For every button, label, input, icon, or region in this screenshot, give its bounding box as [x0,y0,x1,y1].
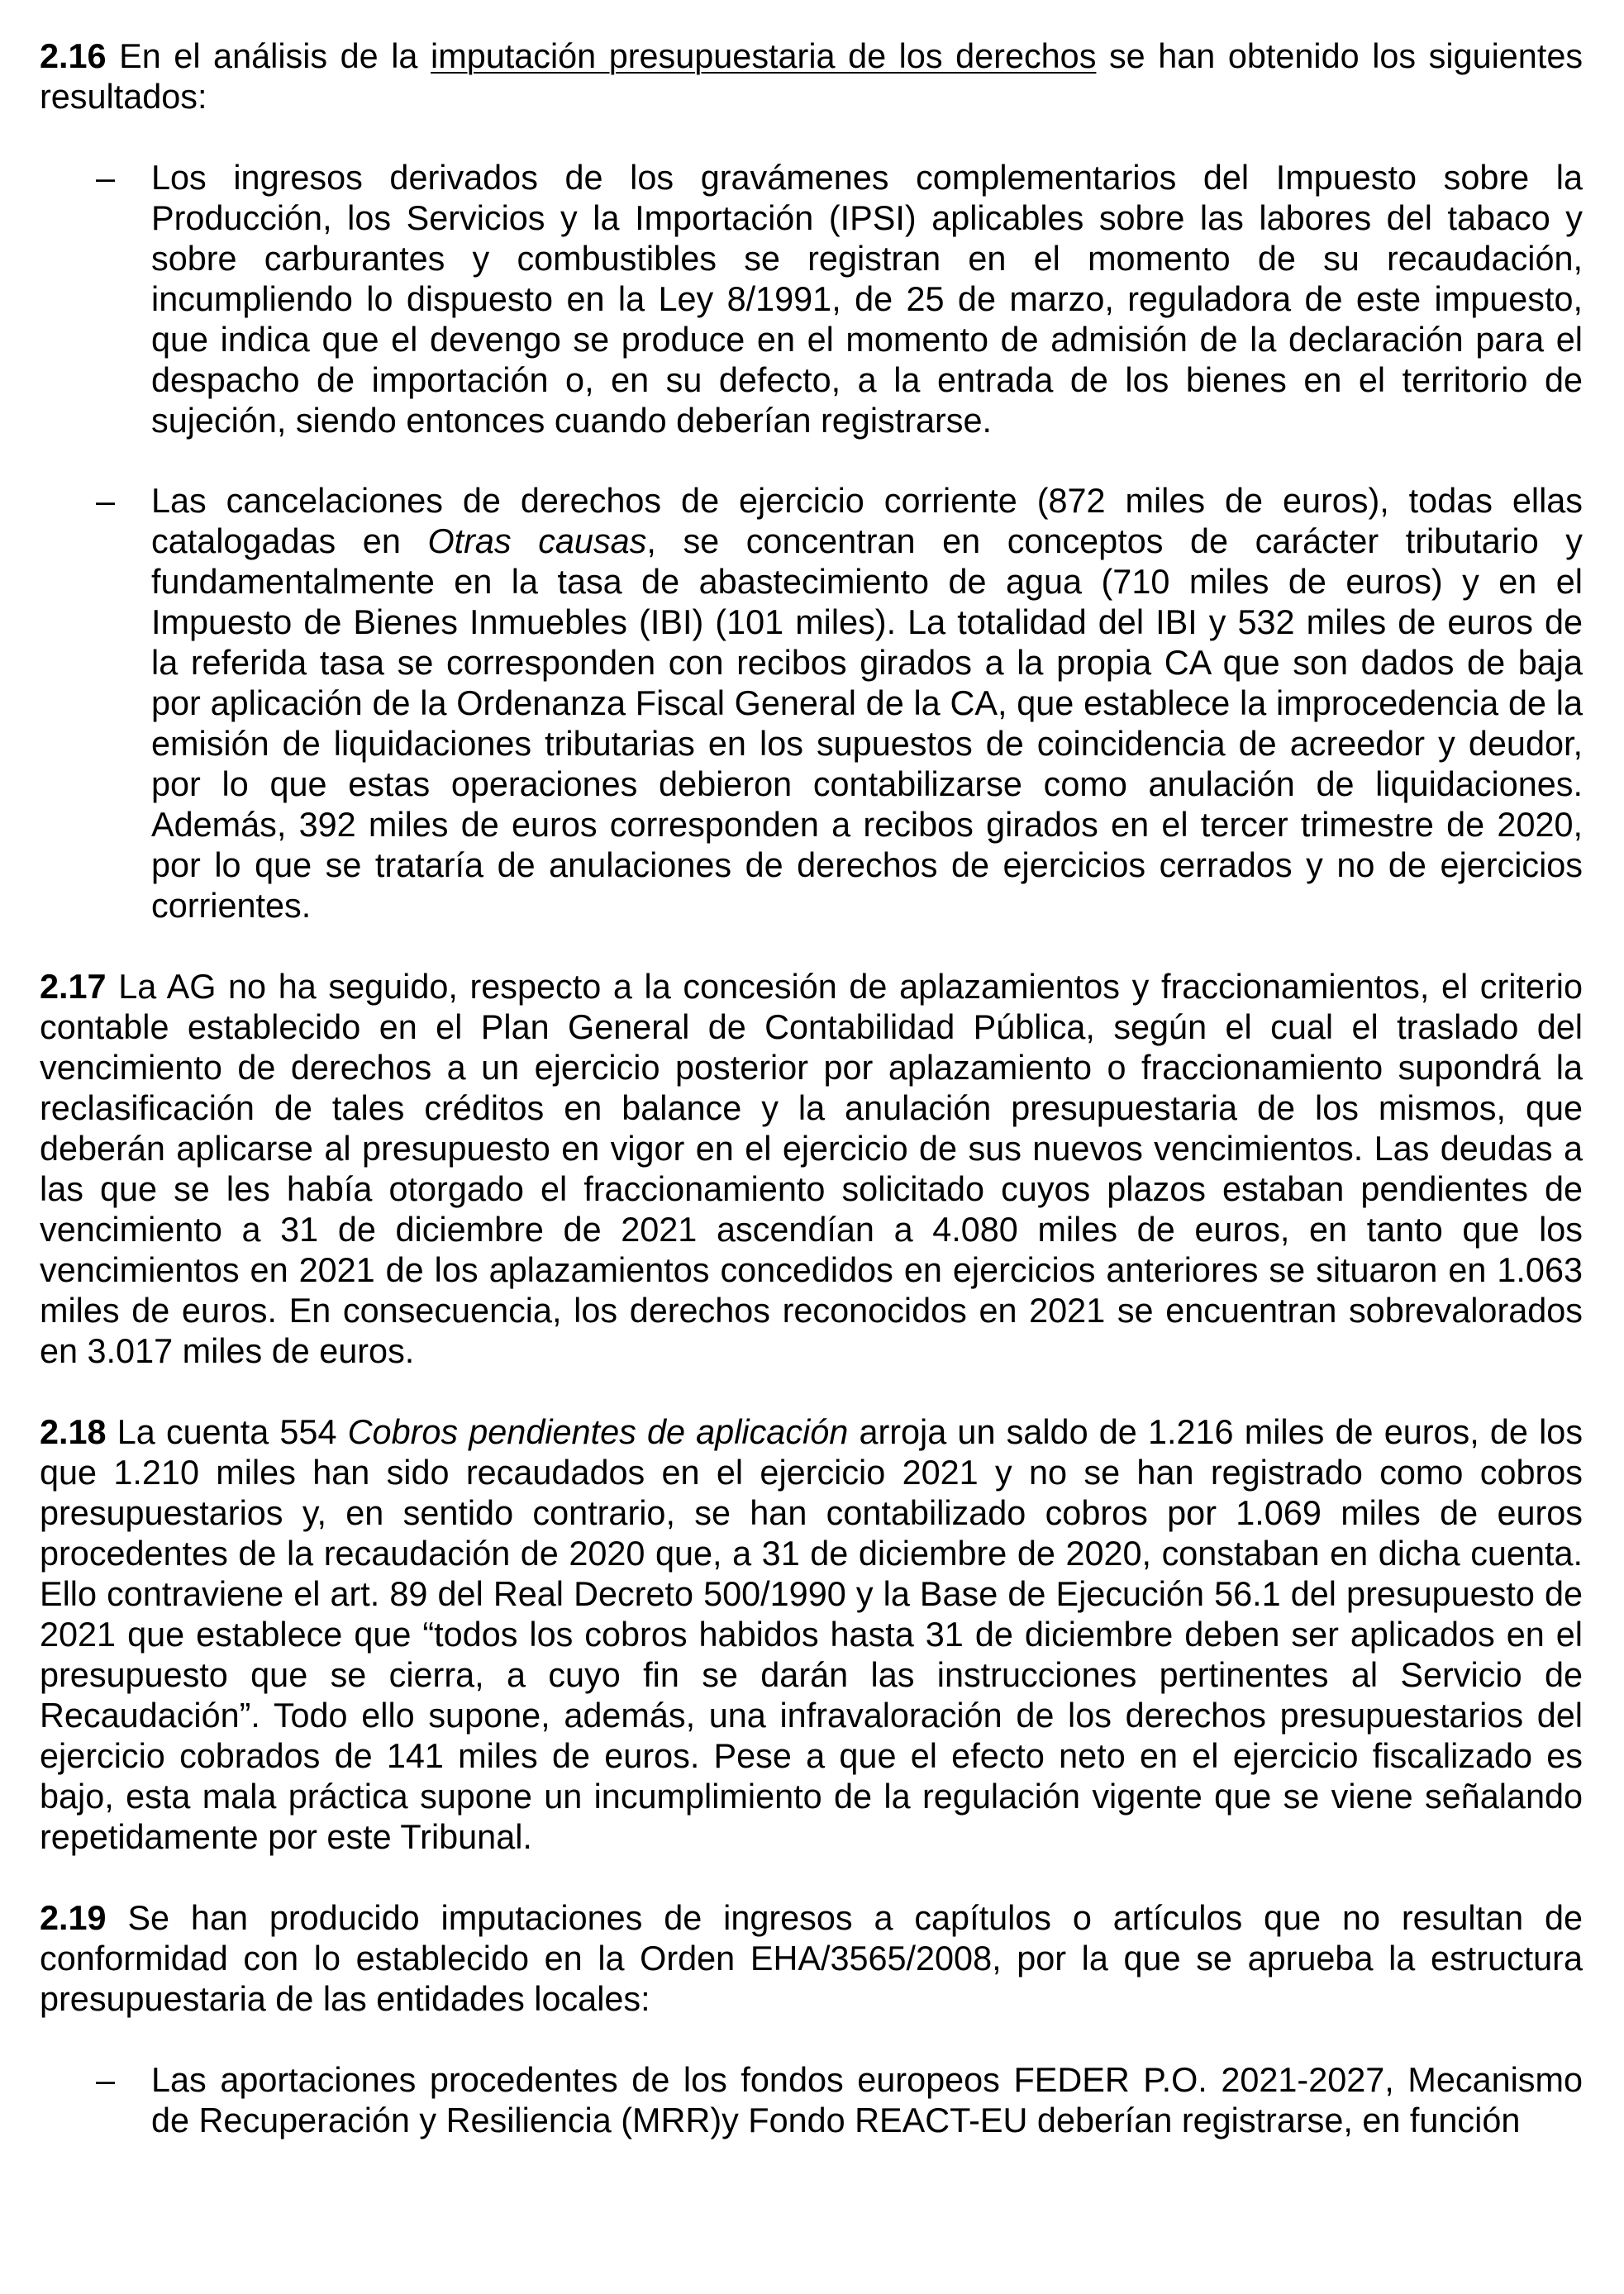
dash-bullet-icon: – [96,482,116,520]
bullet-item [40,158,1583,441]
italic-text: Cobros pendientes de aplicación [347,1413,849,1451]
paragraph-number: 2.17 [40,968,107,1006]
paragraph-number: 2.18 [40,1413,107,1451]
paragraph-number: 2.19 [40,1899,107,1937]
bullet-text: , se concentran en conceptos de carácter tributario y fundamentalmente en la tasa de abastecimiento de agua (710 miles de euros) y en el Impuesto de Bienes Inmuebles (IBI) (101 miles). La totalidad del IBI y 532 miles de euros de la referida tasa se corresponden con recibos girados a la propia CA que son dados de baja por aplicación de la Ordenanza Fiscal General de la CA, que establece la improcedencia de la emisión de liquidaciones tributarias en los supuestos de coincidencia de acreedor y deudor, por lo que estas operaciones debieron contabilizarse como anulación de liquidaciones. Además, 392 miles de euros corresponden a recibos girados en el tercer trimestre de 2020, por lo que se trataría de anulaciones de derechos de ejercicios cerrados y no de ejercicios corrientes. [151,522,1584,925]
bullet-text: Las cancelaciones de derechos de ejercicio corriente (872 miles de euros), todas ellas catalogadas en [151,482,1583,560]
paragraph-2-16 [40,36,1583,117]
dash-bullet-icon: – [96,2061,116,2099]
bullet-item [40,481,1583,926]
bullet-item [40,2060,1583,2141]
paragraph-2-18 [40,1412,1583,1858]
dash-bullet-icon: – [96,159,116,197]
document-page [40,36,1583,2141]
italic-text: Otras causas [427,522,647,560]
paragraph-text: arroja un saldo de 1.216 miles de euros, de los que 1.210 miles han sido recaudados en el ejercicio 2021 y no se han registrado como cobros presupuestarios y, en sentido contrario, se han contabilizado cobros por 1.069 miles de euros procedentes de la recaudación de 2020 que, a 31 de diciembre de 2020, constaban en dicha cuenta. Ello contraviene el art. 89 del Real Decreto 500/1990 y la Base de Ejecución 56.1 del presupuesto de 2021 que establece que “todos los cobros habidos hasta 31 de diciembre deben ser aplicados en el presupuesto que se cierra, a cuyo fin se darán las instrucciones pertinentes al Servicio de Recaudación”. Todo ello supone, además, una infravaloración de los derechos presupuestarios del ejercicio cobrados de 141 miles de euros. Pese a que el efecto neto en el ejercicio fiscalizado es bajo, esta mala práctica supone un incumplimiento de la regulación vigente que se viene señalando repetidamente por este Tribunal. [40,1413,1584,1856]
paragraph-text: se han obtenido los siguientes resultados: [40,37,1584,116]
paragraph-text: La AG no ha seguido, respecto a la concesión de aplazamientos y fraccionamientos, el criterio contable establecido en el Plan General de Contabilidad Pública, según el cual el traslado del vencimiento de derechos a un ejercicio posterior por aplazamiento o fraccionamiento supondrá la reclasificación de tales créditos en balance y la anulación presupuestaria de los mismos, que deberán aplicarse al presupuesto en vigor en el ejercicio de sus nuevos vencimientos. Las deudas a las que se les había otorgado el fraccionamiento solicitado cuyos plazos estaban pendientes de vencimiento a 31 de diciembre de 2021 ascendían a 4.080 miles de euros, en tanto que los vencimientos en 2021 de los aplazamientos concedidos en ejercicios anteriores se situaron en 1.063 miles de euros. En consecuencia, los derechos reconocidos en 2021 se encuentran sobrevalorados en 3.017 miles de euros. [40,968,1583,1370]
paragraph-number: 2.16 [40,37,107,75]
paragraph-2-17 [40,967,1583,1372]
paragraph-text: La cuenta 554 [117,1413,337,1451]
paragraph-text: Se han producido imputaciones de ingresos a capítulos o artículos que no resultan de conformidad con lo establecido en la Orden EHA/3565/2008, por la que se aprueba la estructura presupuestaria de las entidades locales: [40,1899,1584,2018]
bullet-text: Las aportaciones procedentes de los fondos europeos FEDER P.O. 2021-2027, Mecanismo de Recuperación y Resiliencia (MRR)y Fondo REACT-EU deberían registrarse, en función [151,2061,1583,2139]
paragraph-2-19 [40,1898,1583,2020]
bullet-text: Los ingresos derivados de los gravámenes complementarios del Impuesto sobre la Producción, los Servicios y la Importación (IPSI) aplicables sobre las labores del tabaco y sobre carburantes y combustibles se registran en el momento de su recaudación, incumpliendo lo dispuesto en la Ley 8/1991, de 25 de marzo, reguladora de este impuesto, que indica que el devengo se produce en el momento de admisión de la declaración para el despacho de importación o, en su defecto, a la entrada de los bienes en el territorio de sujeción, siendo entonces cuando deberían registrarse. [151,159,1583,440]
underlined-text: imputación presupuestaria de los derechos [431,37,1097,75]
paragraph-text: En el análisis de la [119,37,418,75]
